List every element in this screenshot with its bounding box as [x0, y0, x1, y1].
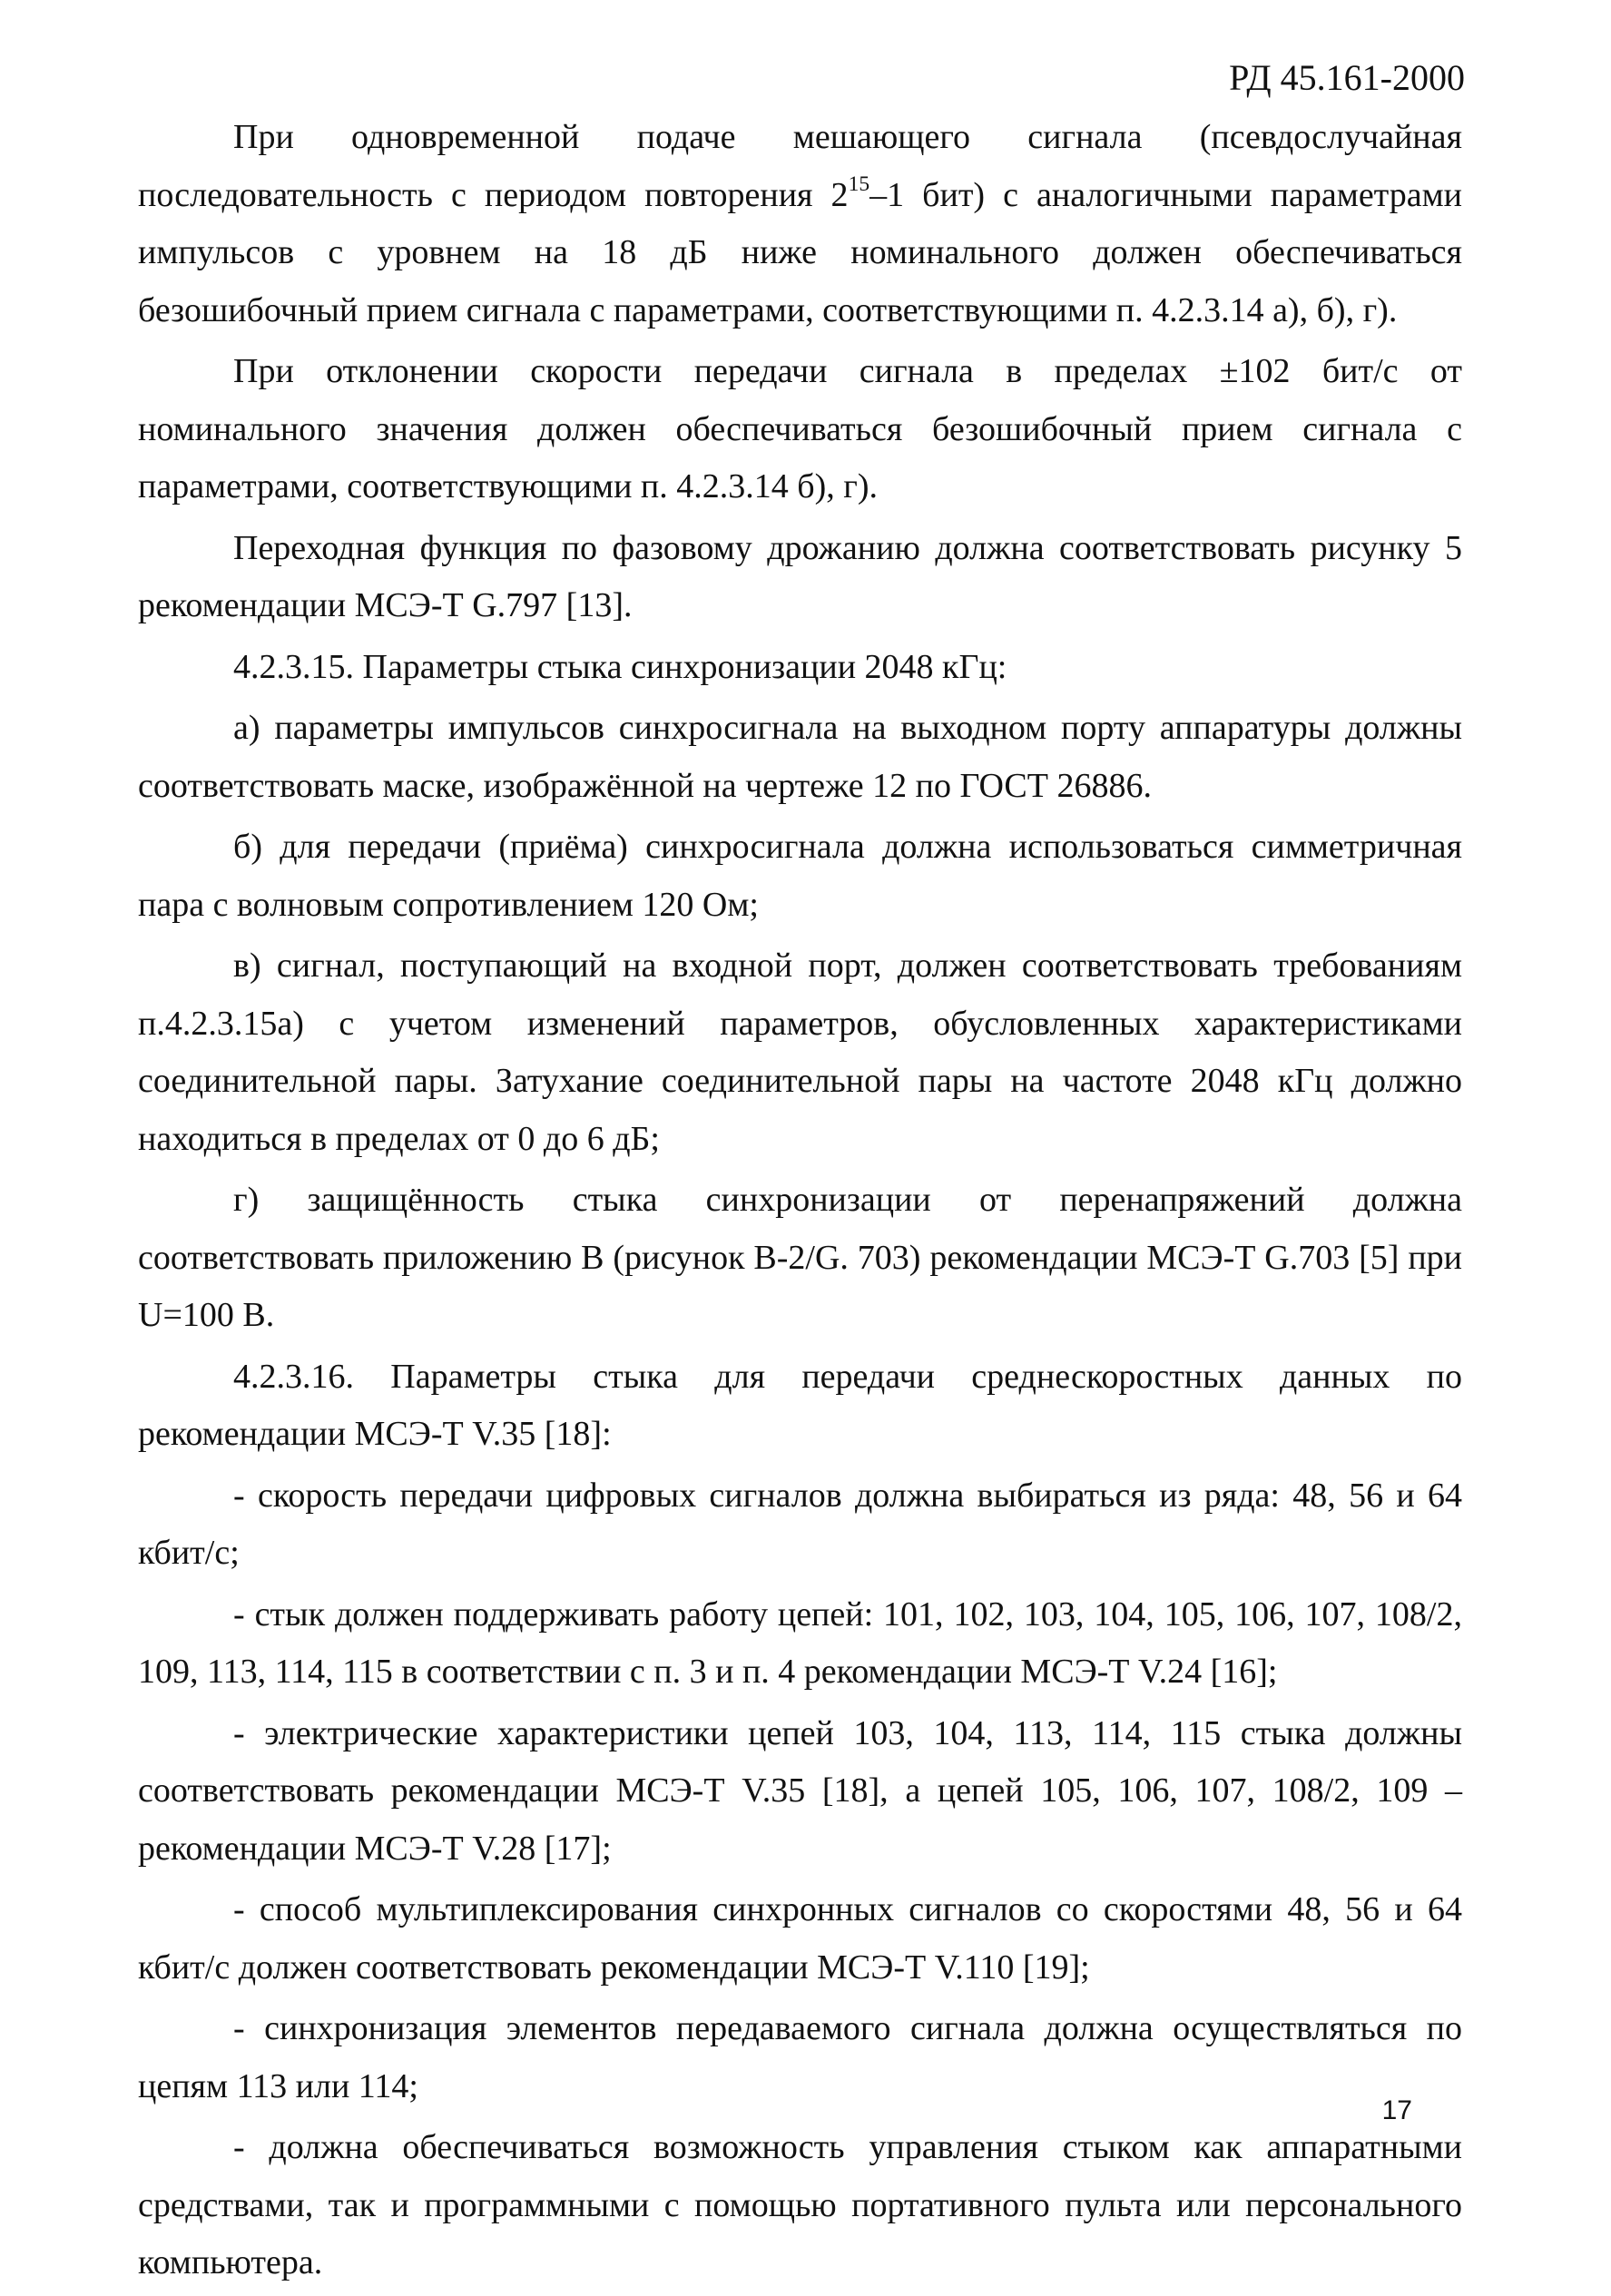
page-number: 17: [1381, 2095, 1412, 2125]
document-body: [138, 109, 1462, 2296]
list-item-a: а) параметры импульсов синхросигнала на выходном порту аппаратуры должны соответствовать маске, изображённой на чертеже 12 по ГОСТ 26886.: [138, 709, 1462, 805]
bullet-circuits: - стык должен поддерживать работу цепей: 101, 102, 103, 104, 105, 106, 107, 108/2, 109, 113, 114, 115 в соответствии с п. 3 и п. 4 рекомендации МСЭ-Т V.24 [16];: [138, 1594, 1462, 1691]
bullet-synchronization: - синхронизация элементов передаваемого сигнала должна осуществляться по цепям 113 или 114;: [138, 2009, 1462, 2105]
paragraph-text: –1 бит) с аналогичными параметрами импульсов с уровнем на 18 дБ ниже номинального должен обеспечиваться безошибочный прием сигнала с параметрами, соответствующими п. 4.2.3.14 а), б), г).: [138, 175, 1463, 329]
section-heading-4-2-3-16: 4.2.3.16. Параметры стыка для передачи среднескоростных данных по рекомендации МСЭ-Т V.35 [18]:: [138, 1357, 1462, 1453]
paragraph-jitter-transfer: Переходная функция по фазовому дрожанию должна соответствовать рисунку 5 рекомендации МСЭ-Т G.797 [13].: [138, 528, 1462, 624]
paragraph-text: При одновременной подаче мешающего сигнала (псевдослучайная последовательность с периодом повторения 2: [138, 118, 1462, 214]
exponent: 15: [848, 172, 870, 196]
bullet-multiplexing: - способ мультиплексирования синхронных сигналов со скоростями 48, 56 и 64 кбит/с должен соответствовать рекомендации МСЭ-Т V.110 [19];: [138, 1890, 1462, 1987]
paragraph-speed-deviation: При отклонении скорости передачи сигнала в пределах ±102 бит/с от номинального значения должен обеспечиваться безошибочный прием сигнала с параметрами, соответствующими п. 4.2.3.14 б), г).: [138, 352, 1462, 505]
bullet-speed: - скорость передачи цифровых сигналов должна выбираться из ряда: 48, 56 и 64 кбит/с;: [138, 1476, 1462, 1572]
list-item-v: в) сигнал, поступающий на входной порт, должен соответствовать требованиям п.4.2.3.15а) с учетом изменений параметров, обусловленных характеристиками соединительной пары. Затухание соединительной пары на частоте 2048 кГц должно находиться в пределах от 0 до 6 дБ;: [138, 947, 1462, 1158]
list-item-g: г) защищённость стыка синхронизации от перенапряжений должна соответствовать приложению В (рисунок В-2/G. 703) рекомендации МСЭ-Т G.703 [5] при U=100 В.: [138, 1181, 1462, 1334]
list-item-b: б) для передачи (приёма) синхросигнала должна использоваться симметричная пара с волновым сопротивлением 120 Ом;: [138, 828, 1462, 924]
bullet-electrical-characteristics: - электрические характеристики цепей 103, 104, 113, 114, 115 стыка должны соответствовать рекомендации МСЭ-Т V.35 [18], а цепей 105, 106, 107, 108/2, 109 – рекомендации МСЭ-Т V.28 [17];: [138, 1713, 1462, 1868]
paragraph-interference-signal: [138, 109, 1462, 339]
bullet-control: - должна обеспечиваться возможность управления стыком как аппаратными средствами, так и программными с помощью портативного пульта или персонального компьютера.: [138, 2128, 1462, 2281]
document-code: РД 45.161-2000: [1229, 57, 1465, 98]
section-heading-4-2-3-15: 4.2.3.15. Параметры стыка синхронизации 2048 кГц:: [233, 647, 1007, 686]
